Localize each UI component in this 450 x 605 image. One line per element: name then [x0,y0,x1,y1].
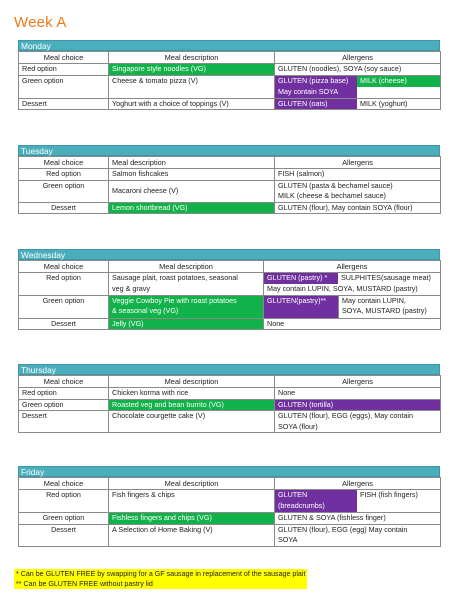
wednesday-table [18,249,440,330]
footnote-text: * Can be GLUTEN FREE by swapping for a GF sausage in replacement of the sausage plait [16,570,306,578]
allergens: None [264,318,441,330]
allergen-gluten [275,490,357,512]
allergen-milk: MILK (yoghurt) [360,98,408,108]
meal-description: A Selection of Home Baking (V) [109,524,275,546]
footnote-text: ** Can be GLUTEN FREE without pastry lid [16,580,153,588]
allergens [275,490,441,513]
meal-description: Yoghurt with a choice of toppings (V) [109,98,275,110]
red-option-label: Red option [19,169,109,181]
header-allergens: Allergens [264,261,441,273]
meal-description [109,295,264,318]
header-allergens: Allergens [275,157,441,169]
header-allergens: Allergens [275,478,441,490]
red-option-label: Red option [19,388,109,400]
meal-description: Macaroni cheese (V) [109,180,275,202]
header-meal-choice: Meal choice [19,376,109,388]
allergen-line: MILK (cheese & bechamel sauce) [278,191,386,200]
allergen-gluten: GLUTEN(pastry)** [264,296,338,318]
allergen-line: GLUTEN (pasta & bechamel sauce) [278,180,393,190]
meal-description [109,273,264,296]
thursday-table [18,364,440,433]
allergen-gluten: GLUTEN (pizza base) [275,76,357,87]
allergen-may-contain [338,296,440,318]
day-header-tuesday: Tuesday [18,145,440,156]
meal-description: Jelly (VG) [109,318,264,330]
monday-table [18,40,440,110]
meal-description: Cheese & tomato pizza (V) [109,75,275,98]
header-allergens: Allergens [275,52,441,64]
header-meal-choice: Meal choice [19,157,109,169]
dessert-label: Dessert [19,411,109,433]
allergens: None [275,388,441,400]
allergen-gluten: GLUTEN (pastry) * [264,273,338,284]
allergen-gluten: GLUTEN (oats) [275,99,357,110]
allergen-fish: FISH (fish fingers) [360,490,418,499]
dessert-label: Dessert [19,98,109,110]
meal-description: Salmon fishcakes [109,169,275,181]
allergens: GLUTEN (flour), May contain SOYA (flour) [275,202,441,214]
footnotes [14,569,307,589]
green-option-label: Green option [19,295,109,318]
allergen-sulphites: SULPHITES(sausage meat) [341,273,431,282]
day-header-friday: Friday [18,466,440,477]
meal-description: Roasted veg and bean burrito (VG) [109,399,275,411]
day-header-monday: Monday [18,40,440,51]
allergen-line: (breadcrumbs) [278,500,325,510]
allergen-milk: MILK (cheese) [357,76,440,87]
meal-description: Chocolate courgette cake (V) [109,411,275,433]
meal-description: Singapore style noodles (VG) [109,64,275,76]
dessert-label: Dessert [19,318,109,330]
description-line: Sausage plait, roast potatoes, seasonal [112,273,238,282]
header-meal-choice: Meal choice [19,261,109,273]
red-option-label: Red option [19,273,109,296]
header-meal-choice: Meal choice [19,478,109,490]
description-line: Veggie Cowboy Pie with roast potatoes [112,295,237,305]
day-header-wednesday: Wednesday [18,249,440,260]
green-option-label: Green option [19,513,109,525]
tuesday-table [18,145,440,214]
allergens [275,98,441,110]
allergens [275,524,441,546]
allergen-line: GLUTEN [278,490,308,499]
header-meal-description: Meal description [109,157,275,169]
header-meal-choice: Meal choice [19,52,109,64]
meal-description: Fish fingers & chips [109,490,275,513]
allergens: GLUTEN (tortilla) [275,399,441,411]
allergens [275,75,441,98]
meal-description: Lemon shortbread (VG) [109,202,275,214]
meal-description: Chicken korma with rice [109,388,275,400]
allergen-line: SOYA [278,535,298,544]
dessert-label: Dessert [19,202,109,214]
header-meal-description: Meal description [109,478,275,490]
footnote-gluten-free-pastry [14,579,307,589]
meal-description: Fishless fingers and chips (VG) [109,513,275,525]
red-option-label: Red option [19,490,109,513]
header-meal-description: Meal description [109,52,275,64]
green-option-label: Green option [19,180,109,202]
dessert-label: Dessert [19,524,109,546]
allergens: GLUTEN & SOYA (fishless finger) [275,513,441,525]
allergens [275,180,441,202]
description-line: & seasonal veg (VG) [112,306,179,315]
header-meal-description: Meal description [109,261,264,273]
red-option-label: Red option [19,64,109,76]
page-title: Week A [14,14,67,31]
allergens: FISH (salmon) [275,169,441,181]
allergens [264,273,441,296]
allergens [264,295,441,318]
allergens: GLUTEN (noodles), SOYA (soy sauce) [275,64,441,76]
allergen-line: GLUTEN (flour), EGG (egg) May contain [278,524,408,534]
allergen-line: GLUTEN (flour), EGG (eggs), May contain [278,411,414,420]
allergen-line: SOYA, MUSTARD (pastry) [342,306,427,315]
green-option-label: Green option [19,399,109,411]
allergen-line: SOYA (flour) [278,421,318,431]
allergen-may-contain: May contain LUPIN, SOYA, MUSTARD (pastry) [267,284,418,293]
day-header-thursday: Thursday [18,364,440,375]
green-option-label: Green option [19,75,109,98]
header-allergens: Allergens [275,376,441,388]
allergens [275,411,441,433]
description-line: veg & gravy [112,283,150,293]
footnote-gluten-free-sausage [14,569,307,579]
allergen-line: May contain LUPIN, [342,295,406,305]
friday-table [18,466,440,547]
header-meal-description: Meal description [109,376,275,388]
allergen-may-contain: May contain SOYA [275,87,357,98]
